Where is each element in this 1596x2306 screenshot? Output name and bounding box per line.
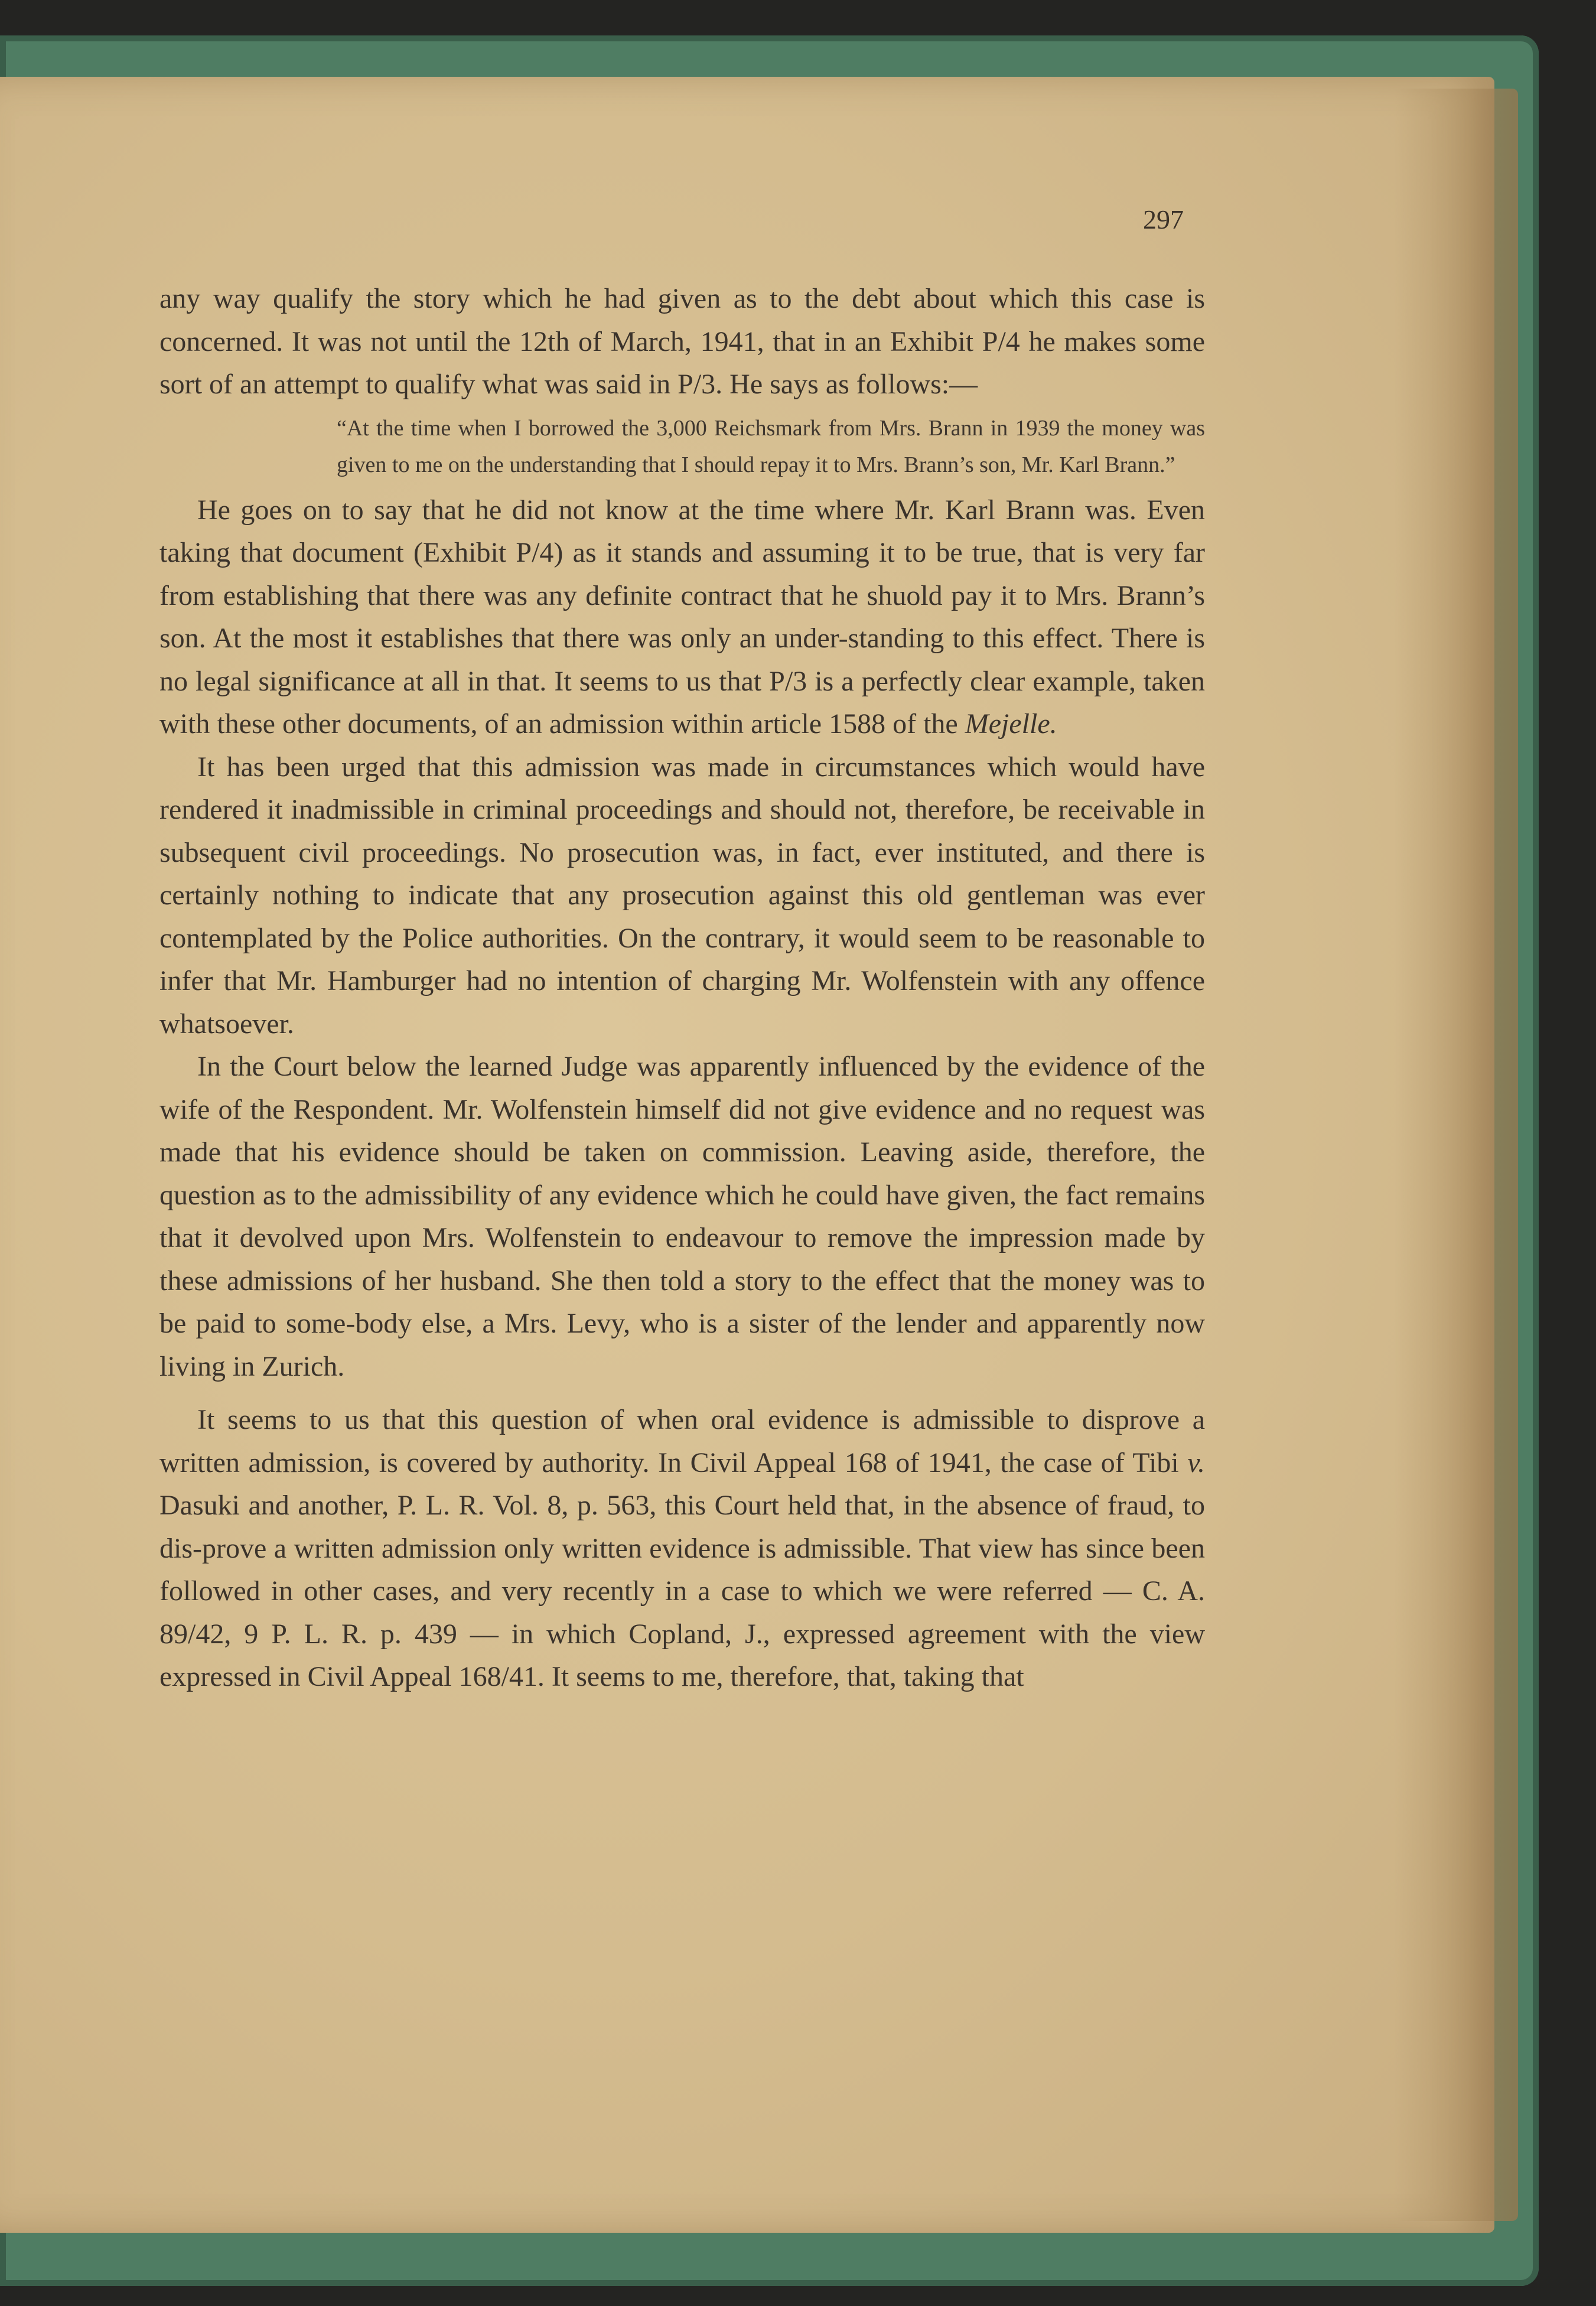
page-number: 297	[1143, 204, 1184, 234]
mejelle-italic: Mejelle.	[965, 708, 1057, 740]
block-quote: “At the time when I borrowed the 3,000 Reichsmark from Mrs. Brann in 1939 the money was given to me on the understanding that I should repay it to Mrs. Brann’s son, Mr. Karl Brann.”	[337, 415, 1205, 477]
paragraph-1: any way qualify the story which he had given as to the debt about which this case is concerned. It was not until the 12th of March, 1941, that in an Exhibit P/4 he makes some sort of an attempt to qualify what was said in P/3. He says as follows:—	[159, 283, 1205, 400]
paragraph-4: In the Court below the learned Judge was apparently influenced by the evidence of the wife of the Respondent. Mr. Wolfenstein himself did not give evidence and no request was made that his evidence should be taken on commission. Leaving aside, therefore, the question as to the admissibility of any evidence which he could have given, the fact remains that it devolved upon Mrs. Wolfenstein to endeavour to remove the impression made by these admissions of her husband. She then told a story to the effect that the money was to be paid to some-body else, a Mrs. Levy, who is a sister of the lender and apparently now living in Zurich.	[159, 1051, 1205, 1382]
paragraph-5-text-a: It seems to us that this question of when oral evidence is admissible to disprove a written admission, is covered by authority. In Civil Appeal 168 of 1941, the case of Tibi	[159, 1404, 1205, 1478]
versus-italic: v.	[1187, 1447, 1205, 1478]
paragraph-3: It has been urged that this admission was made in circumstances which would have rendered it inadmissible in criminal proceedings and should not, therefore, be receivable in subsequent civil proceedings. No prosecution was, in fact, ever instituted, and there is certainly nothing to indicate that any prosecution against this old gentleman was ever contemplated by the Police authorities. On the contrary, it would seem to be reasonable to infer that Mr. Hamburger had no intention of charging Mr. Wolfenstein with any offence whatsoever.	[159, 751, 1205, 1040]
paragraph-5-text-b: Dasuki and another, P. L. R. Vol. 8, p. 563, this Court held that, in the absence of fraud, to dis-prove a written admission only written evidence is admissible. That view has since been followed in other cases, and very recently in a case to which we were referred — C. A. 89/42, 9 P. L. R. p. 439 — in which Copland, J., expressed agreement with the view expressed in Civil Appeal 168/41. It seems to me, therefore, that, taking that	[159, 1490, 1205, 1692]
paragraph-5	[159, 1399, 1205, 1699]
paragraph-2	[159, 489, 1205, 746]
body-text	[159, 278, 1205, 1699]
paragraph-2-text: He goes on to say that he did not know at the time where Mr. Karl Brann was. Even taking that document (Exhibit P/4) as it stands and assuming it to be true, that is very far from establishing that there was any definite contract that he shuold pay it to Mrs. Brann’s son. At the most it establishes that there was only an under-standing to this effect. There is no legal significance at all in that. It seems to us that P/3 is a perfectly clear example, taken with these other documents, of an admission within article 1588 of the	[159, 494, 1205, 740]
page-edge-shading	[1394, 89, 1518, 2221]
